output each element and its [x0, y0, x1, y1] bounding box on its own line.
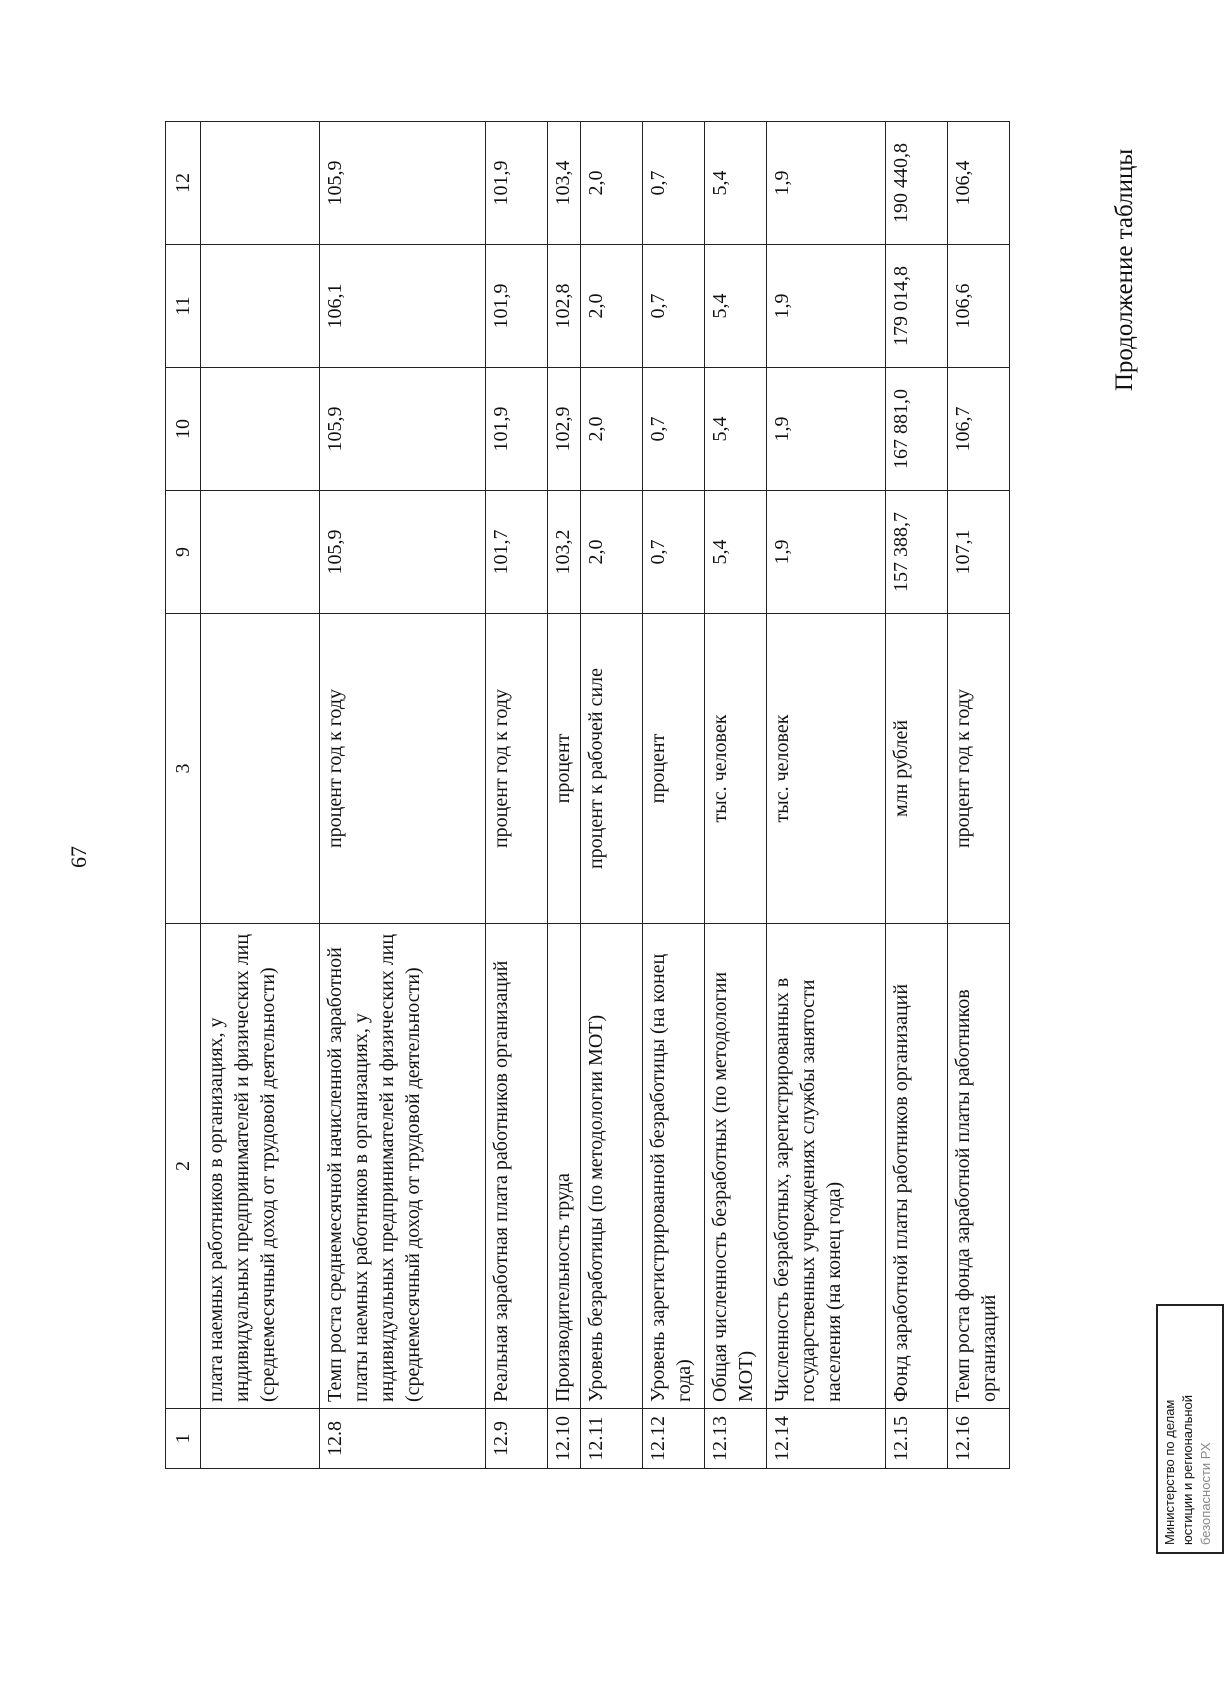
value-col-10 [201, 368, 320, 491]
value-col-11: 0,7 [643, 245, 705, 368]
value-col-10: 2,0 [581, 368, 643, 491]
header-col-9: 9 [166, 491, 201, 614]
value-col-10: 105,9 [320, 368, 486, 491]
unit: процент к рабочей силе [581, 614, 643, 924]
header-col-1: 1 [166, 1409, 201, 1469]
value-col-12: 2,0 [581, 122, 643, 245]
unit: млн рублей [886, 614, 948, 924]
value-col-9: 101,7 [486, 491, 548, 614]
indicator-name: Уровень зарегистрированной безработицы (на конец года) [643, 924, 705, 1409]
header-col-10: 10 [166, 368, 201, 491]
table-row [643, 122, 705, 1469]
value-col-12: 101,9 [486, 122, 548, 245]
row-number: 12.8 [320, 1409, 486, 1469]
value-col-11: 1,9 [767, 245, 886, 368]
row-number: 12.13 [705, 1409, 767, 1469]
table-row [767, 122, 886, 1469]
value-col-10: 5,4 [705, 368, 767, 491]
value-col-12: 1,9 [767, 122, 886, 245]
value-col-9: 0,7 [643, 491, 705, 614]
value-col-9: 107,1 [948, 491, 1010, 614]
value-col-9: 157 388,7 [886, 491, 948, 614]
indicator-name: Реальная заработная плата работников организаций [486, 924, 548, 1409]
indicator-name: Производительность труда [548, 924, 581, 1409]
value-col-11: 101,9 [486, 245, 548, 368]
table-row [548, 122, 581, 1469]
table-row [320, 122, 486, 1469]
value-col-9: 1,9 [767, 491, 886, 614]
row-number: 12.16 [948, 1409, 1010, 1469]
unit: процент [548, 614, 581, 924]
table-row [486, 122, 548, 1469]
value-col-10: 102,9 [548, 368, 581, 491]
table-row [886, 122, 948, 1469]
value-col-10: 167 881,0 [886, 368, 948, 491]
indicator-name: Темп роста среднемесячной начисленной заработной платы наемных работников в организациях, у индивидуальных предпринимателей и физических лиц (среднемесячный доход от трудовой деятельности) [320, 924, 486, 1409]
unit: процент [643, 614, 705, 924]
header-col-11: 11 [166, 245, 201, 368]
value-col-12: 5,4 [705, 122, 767, 245]
value-col-12: 105,9 [320, 122, 486, 245]
value-col-11: 179 014,8 [886, 245, 948, 368]
value-col-11: 102,8 [548, 245, 581, 368]
registration-stamp [1156, 1304, 1224, 1554]
indicator-name: Численность безработных, зарегистрированных в государственных учреждениях службы занятости населения (на конец года) [767, 924, 886, 1409]
value-col-12 [201, 122, 320, 245]
indicator-name: Общая численность безработных (по методологии МОТ) [705, 924, 767, 1409]
row-number: 12.10 [548, 1409, 581, 1469]
table-row [201, 122, 320, 1469]
value-col-12: 106,4 [948, 122, 1010, 245]
value-col-9: 2,0 [581, 491, 643, 614]
unit: тыс. человек [767, 614, 886, 924]
row-number: 12.14 [767, 1409, 886, 1469]
unit [201, 614, 320, 924]
indicator-name: Уровень безработицы (по методологии МОТ) [581, 924, 643, 1409]
value-col-11: 106,1 [320, 245, 486, 368]
stamp-line-2: юстиции и региональной [1180, 1394, 1195, 1545]
unit: процент год к году [320, 614, 486, 924]
indicator-name: Фонд заработной платы работников организаций [886, 924, 948, 1409]
stamp-line-3: безопасности РХ [1198, 1442, 1213, 1545]
row-number: 12.9 [486, 1409, 548, 1469]
header-col-2: 2 [166, 924, 201, 1409]
indicator-name: Темп роста фонда заработной платы работников организаций [948, 924, 1010, 1409]
value-col-12: 103,4 [548, 122, 581, 245]
row-number: 12.15 [886, 1409, 948, 1469]
value-col-9 [201, 491, 320, 614]
value-col-9: 105,9 [320, 491, 486, 614]
table-row [705, 122, 767, 1469]
value-col-10: 101,9 [486, 368, 548, 491]
page-number: 67 [66, 846, 91, 868]
table-header-row [166, 122, 201, 1469]
unit: процент год к году [948, 614, 1010, 924]
value-col-11: 2,0 [581, 245, 643, 368]
value-col-11: 106,6 [948, 245, 1010, 368]
value-col-12: 0,7 [643, 122, 705, 245]
stamp-line-1: Министерство по делам [1162, 1399, 1177, 1545]
value-col-11 [201, 245, 320, 368]
value-col-11: 5,4 [705, 245, 767, 368]
indicator-table-wrapper [165, 122, 1040, 1469]
indicator-name: плата наемных работников в организациях, у индивидуальных предпринимателей и физических лиц (среднемесячный доход от трудовой деятельности) [201, 924, 320, 1409]
table-row [948, 122, 1010, 1469]
unit: процент год к году [486, 614, 548, 924]
value-col-10: 0,7 [643, 368, 705, 491]
value-col-10: 1,9 [767, 368, 886, 491]
value-col-12: 190 440,8 [886, 122, 948, 245]
row-number [201, 1409, 320, 1469]
indicator-table [165, 121, 1010, 1469]
row-number: 12.12 [643, 1409, 705, 1469]
value-col-10: 106,7 [948, 368, 1010, 491]
header-col-12: 12 [166, 122, 201, 245]
table-row [581, 122, 643, 1469]
unit: тыс. человек [705, 614, 767, 924]
header-col-3: 3 [166, 614, 201, 924]
continuation-label: Продолжение таблицы [1111, 148, 1138, 392]
row-number: 12.11 [581, 1409, 643, 1469]
value-col-9: 5,4 [705, 491, 767, 614]
value-col-9: 103,2 [548, 491, 581, 614]
